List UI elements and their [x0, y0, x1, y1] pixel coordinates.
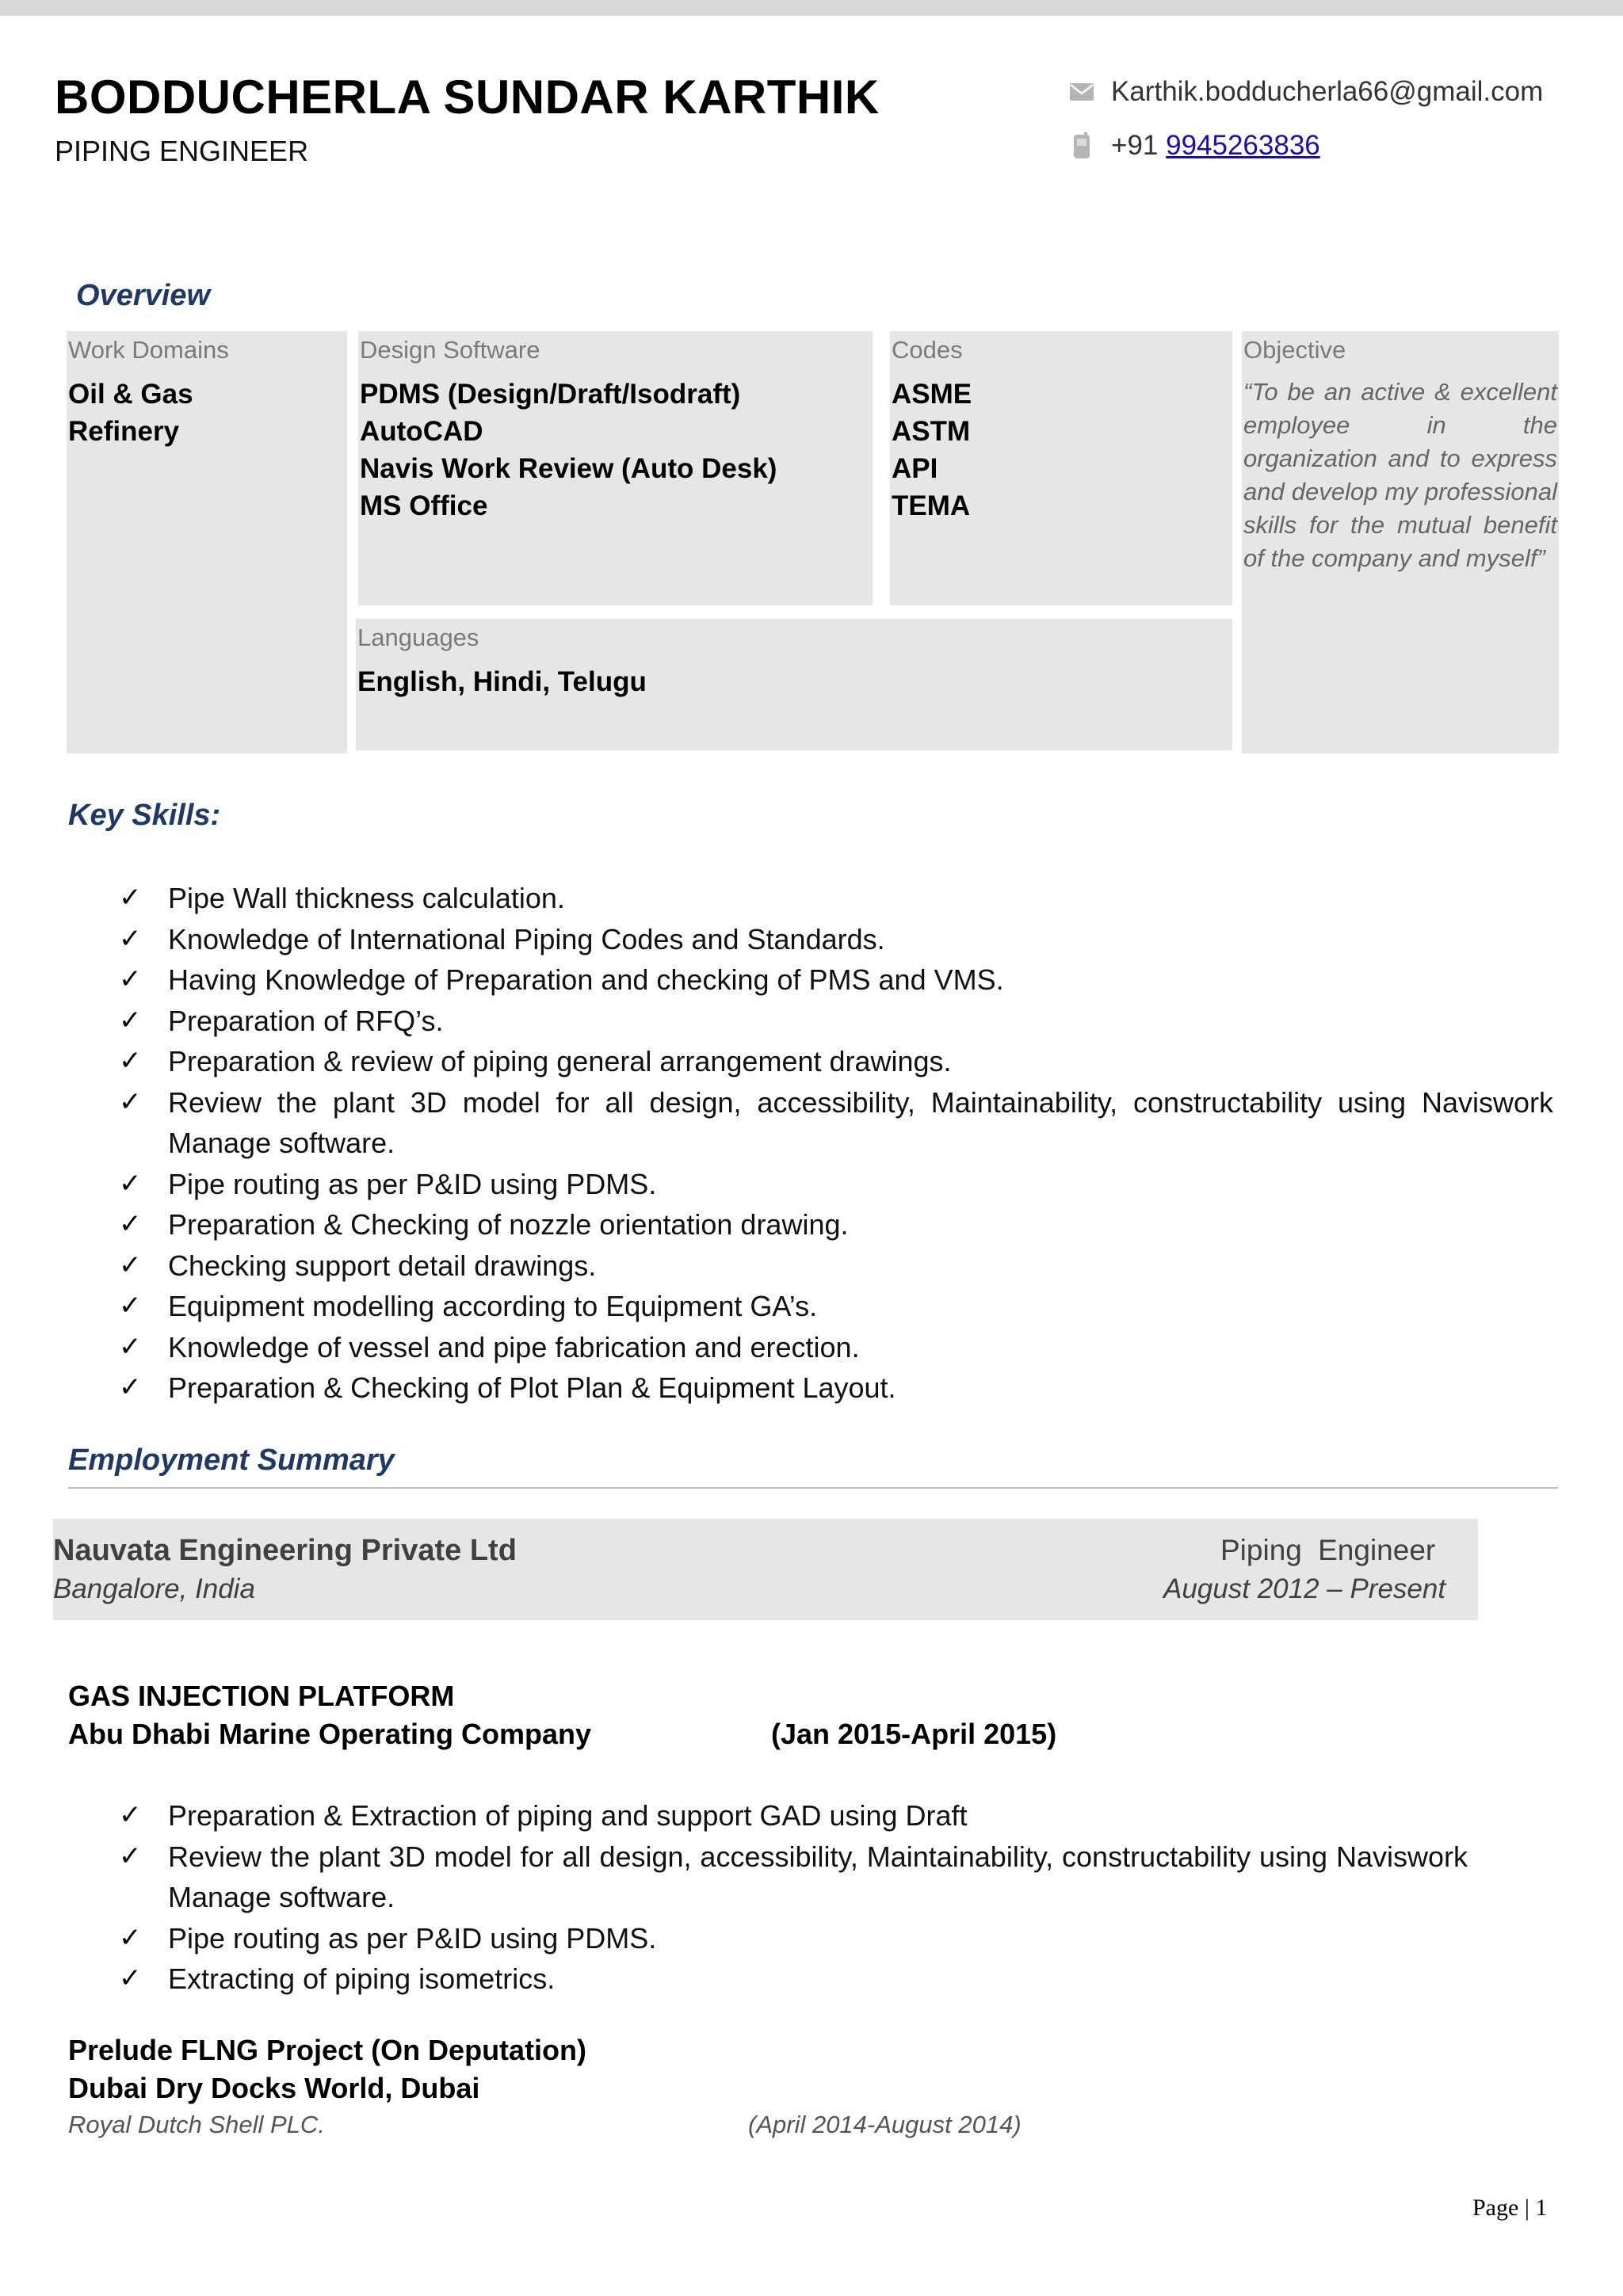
checkmark-icon: ✓	[119, 1209, 142, 1239]
languages-box	[356, 619, 1232, 750]
code-item: ASME	[892, 379, 972, 410]
list-item: ✓ Checking support detail drawings.	[119, 1245, 1553, 1287]
list-item: ✓ Review the plant 3D model for all design, accessibility, Maintainability, constructability using Naviswork Manage software.	[119, 1082, 1553, 1164]
list-item: ✓ Preparation of RFQ’s.	[119, 1001, 1553, 1042]
work-domain-item: Refinery	[68, 416, 180, 447]
list-item: ✓ Preparation & Checking of Plot Plan & Equipment Layout.	[119, 1367, 1553, 1409]
checkmark-icon: ✓	[119, 1331, 142, 1362]
list-item: ✓ Having Knowledge of Preparation and checking of PMS and VMS.	[119, 959, 1553, 1001]
checkmark-icon: ✓	[119, 883, 142, 913]
work-domains-box	[67, 331, 347, 753]
project-title: Prelude FLNG Project (On Deputation)	[68, 2034, 587, 2066]
section-divider	[68, 1487, 1558, 1489]
list-item: ✓ Knowledge of International Piping Codes and Standards.	[119, 919, 1553, 960]
design-software-label: Design Software	[360, 336, 540, 364]
phone-row	[1068, 130, 1320, 162]
objective-label: Objective	[1243, 336, 1346, 364]
objective-text: “To be an active & excellent employee in the organization and to express and develop my professional skills for the mutual benefit of the company and myself”	[1243, 378, 1557, 572]
list-item: ✓ Preparation & Extraction of piping and support GAD using Draft	[119, 1795, 1468, 1836]
phone-number-link[interactable]: 9945263836	[1166, 130, 1320, 161]
list-item: ✓ Preparation & Checking of nozzle orientation drawing.	[119, 1204, 1553, 1245]
software-item: MS Office	[360, 490, 488, 521]
key-skills-list	[119, 878, 1553, 1409]
code-item: TEMA	[892, 490, 971, 521]
employer-name: Nauvata Engineering Private Ltd	[53, 1534, 517, 1567]
work-domains-label: Work Domains	[68, 336, 229, 364]
list-item: ✓ Knowledge of vessel and pipe fabrication and erection.	[119, 1327, 1553, 1368]
candidate-name: BODDUCHERLA SUNDAR KARTHIK	[55, 71, 880, 124]
project-dates: (April 2014-August 2014)	[748, 2111, 1022, 2138]
employment-heading: Employment Summary	[68, 1444, 395, 1477]
checkmark-icon: ✓	[119, 1046, 142, 1076]
checkmark-icon: ✓	[119, 1086, 142, 1117]
employment-dates: August 2012 – Present	[1163, 1573, 1446, 1604]
work-domain-item: Oil & Gas	[68, 379, 193, 410]
project-owner: Royal Dutch Shell PLC.	[68, 2111, 325, 2138]
design-software-box	[358, 331, 873, 605]
checkmark-icon: ✓	[119, 964, 142, 994]
codes-label: Codes	[892, 336, 963, 364]
project-client: Abu Dhabi Marine Operating Company	[68, 1718, 592, 1750]
candidate-title: PIPING ENGINEER	[55, 135, 309, 167]
software-item: AutoCAD	[360, 416, 483, 447]
key-skills-heading: Key Skills:	[68, 799, 221, 832]
list-item: ✓ Pipe routing as per P&ID using PDMS.	[119, 1164, 1553, 1205]
list-item: ✓ Pipe routing as per P&ID using PDMS.	[119, 1918, 1468, 1959]
mobile-phone-icon	[1068, 132, 1095, 159]
page-top-bar	[0, 0, 1623, 16]
code-item: API	[892, 453, 938, 484]
project-title: GAS INJECTION PLATFORM	[68, 1680, 455, 1712]
languages-value: English, Hindi, Telugu	[357, 666, 647, 697]
phone-prefix: +91	[1111, 130, 1159, 161]
email-row	[1068, 76, 1543, 108]
project-duties-list	[119, 1795, 1468, 2000]
software-item: PDMS (Design/Draft/Isodraft)	[360, 379, 741, 410]
checkmark-icon: ✓	[119, 1963, 142, 1993]
checkmark-icon: ✓	[119, 923, 142, 954]
project-client: Dubai Dry Docks World, Dubai	[68, 2072, 480, 2104]
job-role: Piping Engineer	[1220, 1534, 1436, 1566]
checkmark-icon: ✓	[119, 1840, 142, 1871]
checkmark-icon: ✓	[119, 1005, 142, 1035]
software-item: Navis Work Review (Auto Desk)	[360, 453, 777, 484]
code-item: ASTM	[892, 416, 971, 447]
list-item: ✓ Equipment modelling according to Equipment GA’s.	[119, 1286, 1553, 1327]
project-dates: (Jan 2015-April 2015)	[771, 1718, 1057, 1750]
list-item: ✓ Extracting of piping isometrics.	[119, 1958, 1468, 2000]
checkmark-icon: ✓	[119, 1800, 142, 1830]
page-number: Page | 1	[1472, 2195, 1548, 2221]
list-item: ✓ Review the plant 3D model for all design, accessibility, Maintainability, constructability using Naviswork Manage software.	[119, 1836, 1468, 1918]
checkmark-icon: ✓	[119, 1372, 142, 1402]
objective-box	[1242, 331, 1559, 753]
email-text: Karthik.bodducherla66@gmail.com	[1111, 76, 1544, 107]
list-item: ✓ Preparation & review of piping general arrangement drawings.	[119, 1041, 1553, 1082]
overview-heading: Overview	[76, 279, 210, 312]
envelope-icon	[1068, 83, 1095, 101]
languages-label: Languages	[357, 624, 479, 651]
list-item: ✓ Pipe Wall thickness calculation.	[119, 878, 1553, 919]
checkmark-icon: ✓	[119, 1249, 142, 1280]
codes-box	[890, 331, 1232, 605]
employer-location: Bangalore, India	[53, 1573, 255, 1604]
checkmark-icon: ✓	[119, 1922, 142, 1953]
checkmark-icon: ✓	[119, 1291, 142, 1321]
checkmark-icon: ✓	[119, 1168, 142, 1199]
